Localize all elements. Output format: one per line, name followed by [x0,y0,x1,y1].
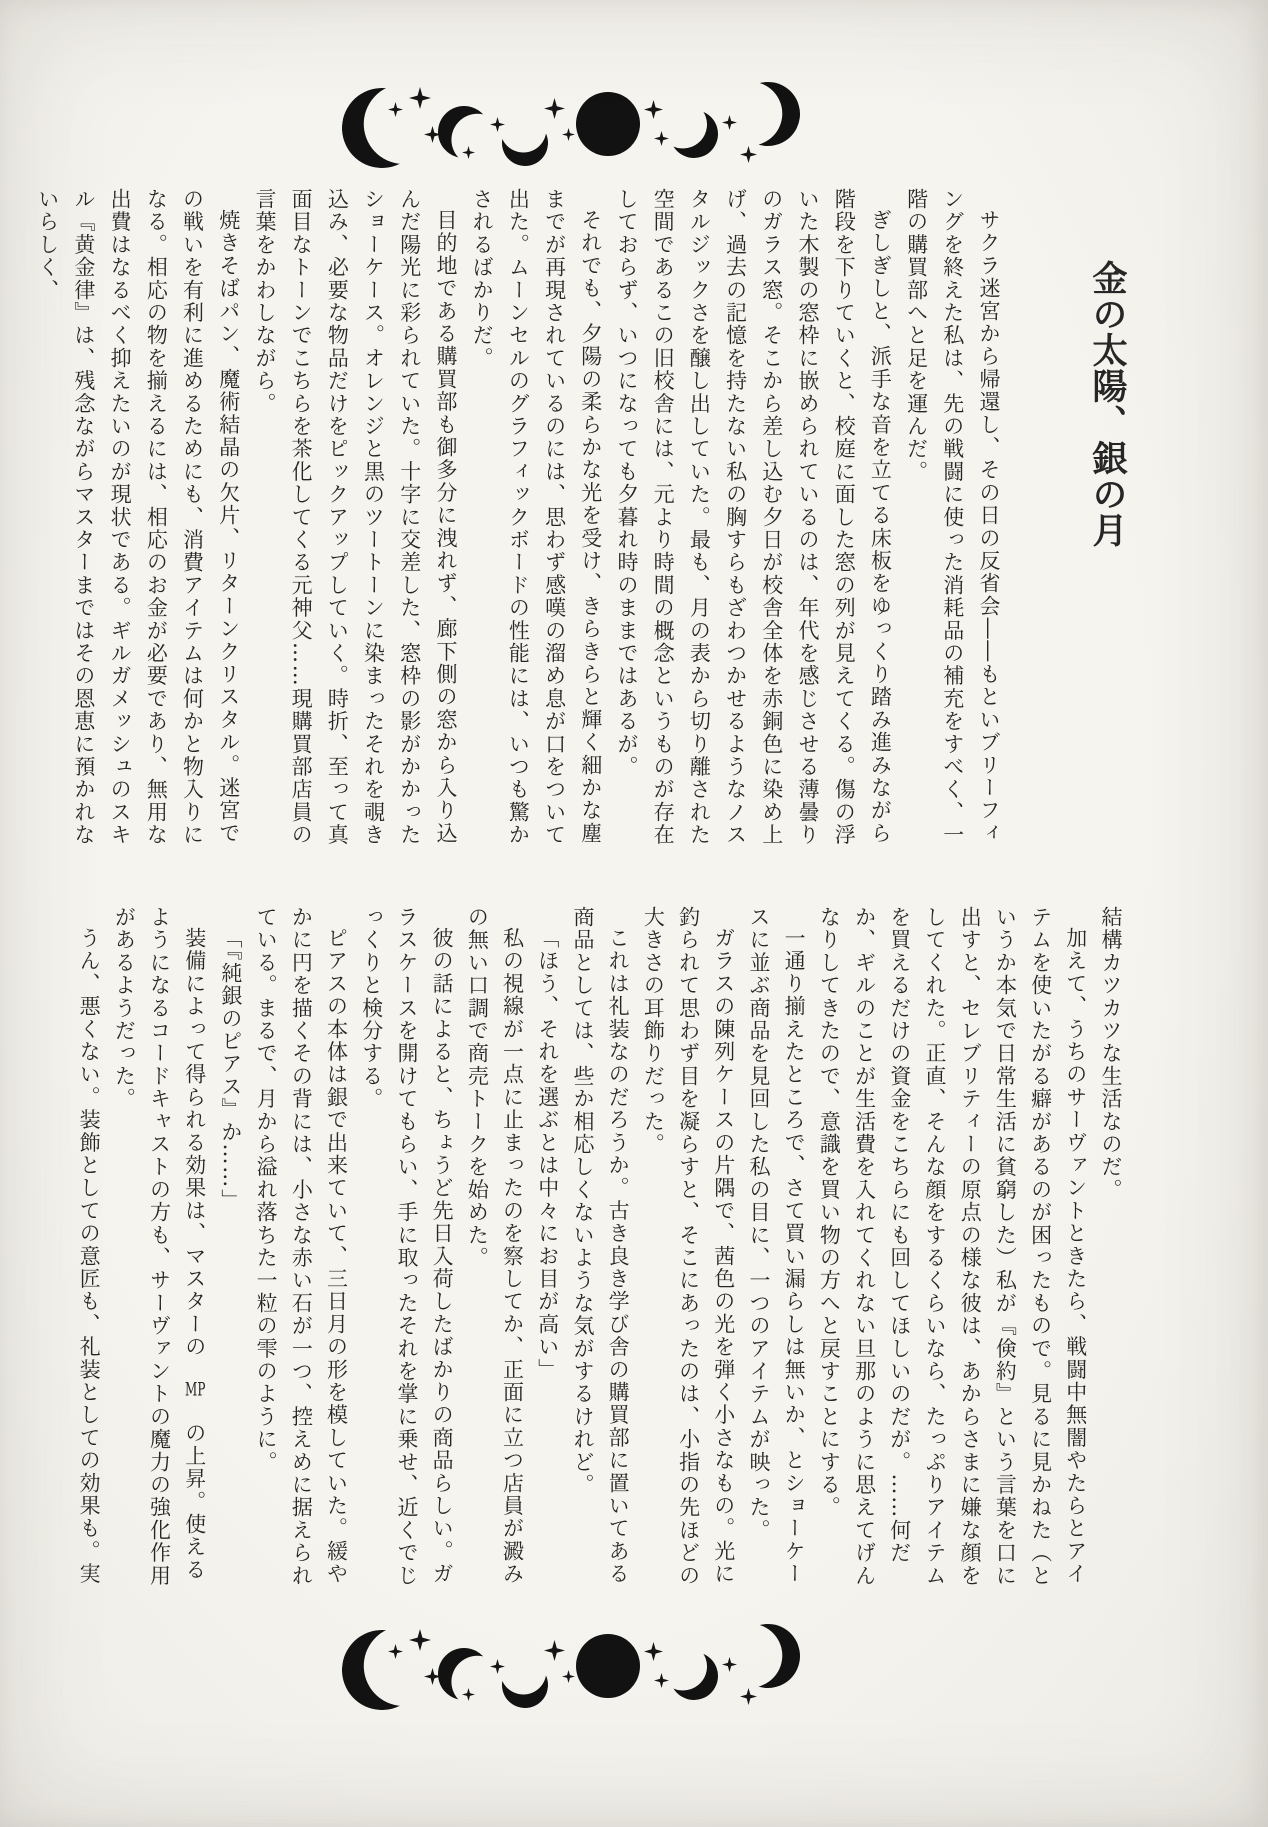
crescent-moon-icon [729,1617,807,1695]
paragraph: 結構カツカツな生活なのだ。 [1099,906,1123,1202]
crescent-moon-icon [662,1644,726,1708]
paragraph: ぎしぎしと、派手な音を立てる床板をゆっくり踏み進みながら階段を下りていくと、校庭に面した窓の列が見えてくる。傷の浮いた木製の窓枠に嵌められているのは、年代を感じさせる薄曇りのガラス窓。そこから差し込む夕日が校舎全体を赤銅色に染め上げ、過去の記憶を持たない私の胸すらもざわつかせるようなノスタルジックさを醸し出していた。最も、月の表から切り離された空間であるこの旧校舎には、元より時間の概念というものが存在しておらず、いつになっても夕暮れ時のままではあるが。 [614,188,893,847]
paragraph: サクラ迷宮から帰還し、その日の反省会――もといブリーフィングを終えた私は、先の戦闘に使った消耗品の補充をすべく、一階の購買部へと足を運んだ。 [904,188,1001,847]
star-icon [644,1642,663,1661]
star-icon [562,1670,575,1683]
paragraph-segment: 装備によって得られる効果は、マスターの [182,927,207,1381]
paragraph [106,906,213,1590]
paragraph: これは礼装なのだろうか。古き良き学び舎の購買部に置いてある商品としては、些か相応しくないような気がするけれど。 [570,906,631,1586]
page-title: 金の太陽、銀の月 [1087,260,1128,548]
dialogue-line: 「ほう、それを選ぶとは中々にお目が高い」 [535,927,560,1381]
paragraph-segment: の上昇。使えるようになるコードキャストの方も、サーヴァントの魔力の強化作用があるようだった。 [112,906,207,1587]
crescent-moon-icon [498,1658,551,1711]
paragraph: 加えて、うちのサーヴァントときたら、戦闘中無闇やたらとアイテムを使いたがる癖があるのが困ったもので。見るに見かねた（というか本気で日常生活に貧窮した）私が『倹約』という言葉を口に出すと、セレブリティーの原点の様な彼は、あからさまに嫌な顔をしてくれた。正直、そんな顔をするくらいなら、たっぷりアイテムを買えるだけの資金をこちらにも回してほしいのだが。……何だか、ギルのことが生活費を入れてくれない旦那のように思えてげんなりしてきたので、意識を買い物の方へと戻すことにする。 [817,906,1088,1587]
paragraph: 一通り揃えたところで、さて買い漏らしは無いか、とショーケースに並ぶ商品を見回した私の目に、一つのアイテムが映った。 [746,906,807,1586]
star-icon [654,131,669,146]
tatechuyoko-mp: MP [185,1381,206,1400]
star-icon [490,117,505,132]
dialogue-line: 「『純銀のピアス』か……」 [218,927,243,1212]
paragraph: 私の視線が一点に止まったのを察してか、正面に立つ店員が澱みの無い口調で商売トークを始めた。 [465,906,525,1586]
star-icon [740,146,757,163]
moon-phase-ornament-top [338,70,808,174]
star-icon [722,115,737,130]
paragraph: ガラスの陳列ケースの片隅で、茜色の光を弾く小さなもの。光に釣られて思わず目を凝らすと、そこにあったのは、小指の先ほどの大きさの耳飾りだった。 [641,906,736,1587]
full-moon-icon [576,1634,640,1698]
paragraph: 彼の話によると、ちょうど先日入荷したばかりの商品らしい。ガラスケースを開けてもらい、手に取ったそれを掌に乗せ、近くでじっくりと検分する。 [359,906,455,1588]
paragraph: 焼きそばパン、魔術結晶の欠片、リターンクリスタル。迷宮での戦いを有利に進めるためにも、消費アイテムは何かと物入りになる。相応の物を揃えるには、相応のお金が必要であり、無用な出費はなるべく抑えたいのが現状である。ギルガメッシュのスキル『黄金律』は、残念ながらマスターまではその恩恵に預かれないらしく、 [35,188,241,847]
paragraph: うん、悪くない。装飾としての意匠も、礼装としての効果も。実 [77,927,102,1586]
star-icon [490,1659,505,1674]
paragraph: 目的地である購買部も御多分に洩れず、廊下側の窓から入り込んだ陽光に彩られていた。十字に交差した、窓枠の影がかかったショーケース。オレンジと黒のツートーンに染まったそれを覗き込み、必要な物品だけをピックアップしていく。時折、至って真面目なトーンでこちらを茶化してくる元神父……現購買部店員の言葉をかわしながら。 [252,188,458,847]
star-icon [654,1673,669,1688]
star-icon [644,100,663,119]
star-icon [722,1657,737,1672]
crescent-moon-icon [662,102,726,166]
crescent-moon-icon [498,116,551,169]
star-icon [740,1688,757,1705]
full-moon-icon [576,92,640,156]
story-text-top [35,188,1007,866]
crescent-moon-icon [427,95,501,169]
star-icon [544,98,565,119]
crescent-moon-icon [337,83,427,173]
paragraph: ピアスの本体は銀で出来ていて、三日月の形を模していた。緩やかに円を描くその背には、小さな赤い石が一つ、控えめに据えられている。まるで、月から溢れ落ちた一粒の雫のように。 [254,906,349,1587]
star-icon [544,1640,565,1661]
crescent-moon-icon [337,1625,427,1715]
star-icon [562,128,575,141]
moon-phase-ornament-bottom [338,1612,808,1716]
crescent-moon-icon [729,75,807,153]
story-text-bottom [71,906,1128,1590]
crescent-moon-icon [427,1637,501,1711]
paragraph: それでも、夕陽の柔らかな光を受け、きらきらと輝く細かな塵までが再現されているのには、思わず感嘆の溜め息が口をついて出た。ムーンセルのグラフィックボードの性能には、いつも驚かされるばかりだ。 [470,188,603,847]
